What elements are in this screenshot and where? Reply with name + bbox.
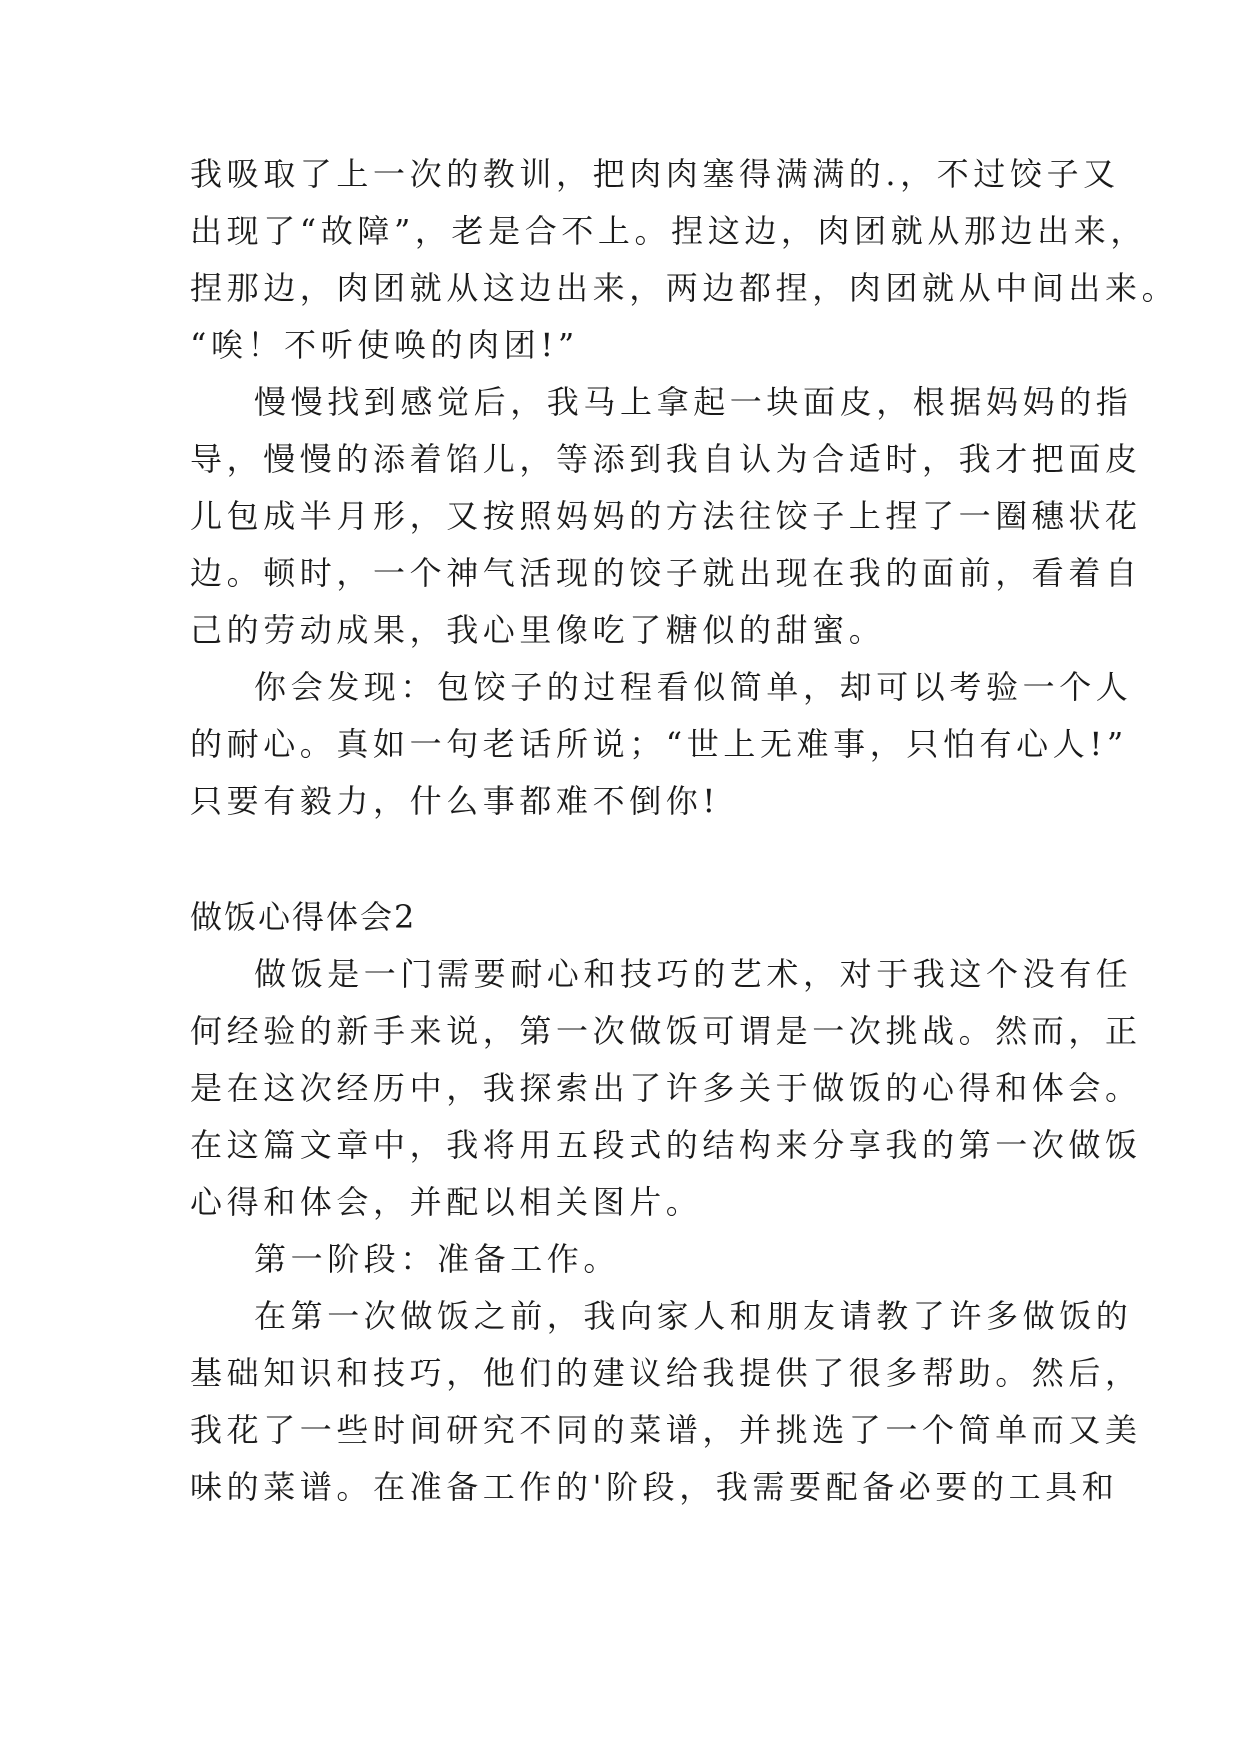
paragraph-line: 做饭是一门需要耐心和技巧的艺术，对于我这个没有任 — [254, 955, 1133, 993]
paragraph-line: “唉！不听使唤的肉团!” — [190, 326, 579, 364]
paragraph-line: 在这篇文章中，我将用五段式的结构来分享我的第一次做饭 — [190, 1126, 1142, 1164]
paragraph-line: 基础知识和技巧，他们的建议给我提供了很多帮助。然后， — [190, 1354, 1142, 1392]
section-heading: 做饭心得体会2 — [190, 898, 417, 936]
paragraph-line: 心得和体会，并配以相关图片。 — [190, 1183, 703, 1221]
paragraph-line: 在第一次做饭之前，我向家人和朋友请教了许多做饭的 — [254, 1297, 1133, 1335]
paragraph-line: 捏那边，肉团就从这边出来，两边都捏，肉团就从中间出来。 — [190, 269, 1179, 307]
paragraph-line: 何经验的新手来说，第一次做饭可谓是一次挑战。然而，正 — [190, 1012, 1142, 1050]
paragraph-line: 我花了一些时间研究不同的菜谱，并挑选了一个简单而又美 — [190, 1411, 1142, 1449]
paragraph-line: 儿包成半月形，又按照妈妈的方法往饺子上捏了一圈穗状花 — [190, 497, 1142, 535]
paragraph-line: 边。顿时，一个神气活现的饺子就出现在我的面前，看着自 — [190, 554, 1142, 592]
paragraph-line: 慢慢找到感觉后，我马上拿起一块面皮，根据妈妈的指 — [254, 383, 1133, 421]
paragraph-line: 导，慢慢的添着馅儿，等添到我自认为合适时，我才把面皮 — [190, 440, 1142, 478]
paragraph-line: 己的劳动成果，我心里像吃了糖似的甜蜜。 — [190, 611, 886, 649]
paragraph-line: 只要有毅力，什么事都难不倒你! — [190, 782, 720, 820]
paragraph-line: 我吸取了上一次的教训，把肉肉塞得满满的.，不过饺子又 — [190, 155, 1120, 193]
paragraph-line: 是在这次经历中，我探索出了许多关于做饭的心得和体会。 — [190, 1069, 1142, 1107]
paragraph-line: 出现了“故障”，老是合不上。捏这边，肉团就从那边出来， — [190, 212, 1147, 250]
paragraph-line: 的耐心。真如一句老话所说；“世上无难事，只怕有心人!” — [190, 725, 1128, 763]
paragraph-line: 你会发现：包饺子的过程看似简单，却可以考验一个人 — [254, 668, 1133, 706]
paragraph-line: 味的菜谱。在准备工作的'阶段，我需要配备必要的工具和 — [190, 1468, 1119, 1506]
subheading-line: 第一阶段：准备工作。 — [254, 1240, 621, 1278]
